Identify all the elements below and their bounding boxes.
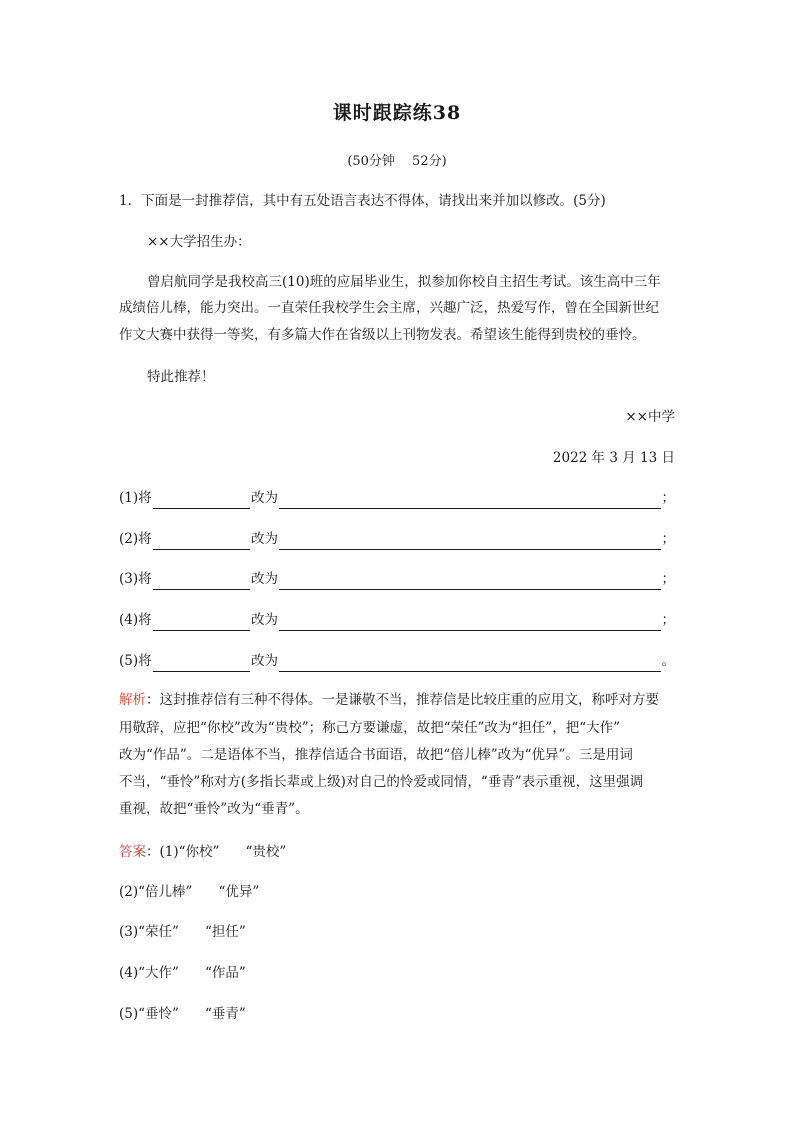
blank-row [119, 568, 675, 590]
blank-number: (5)将 [119, 653, 152, 669]
answer-item-3: (3)“荣任” “担任” [119, 924, 246, 940]
blank-row [119, 487, 675, 509]
question-prompt: 1．下面是一封推荐信，其中有五处语言表达不得体，请找出来并加以修改。(5分) [119, 193, 606, 209]
blank-original-line[interactable] [153, 493, 250, 509]
blank-number: (4)将 [119, 612, 152, 628]
letter-signature: ××中学 [625, 409, 675, 425]
blank-revised-line[interactable] [279, 534, 661, 550]
letter-date: 2022 年 3 月 13 日 [552, 450, 675, 466]
blank-number: (3)将 [119, 571, 152, 587]
analysis-line-4: 不当，“垂怜”称对方(多指长辈或上级)对自己的怜爱或同情，“垂青”表示重视，这里强调 [119, 774, 644, 790]
analysis-line-1: 解析：这封推荐信有三种不得体。一是谦敬不当，推荐信是比较庄重的应用文，称呼对方要 [119, 692, 659, 708]
blank-row [119, 609, 675, 631]
analysis-line-2: 用敬辞，应把“你校”改为“贵校”；称己方要谦虚，故把“荣任”改为“担任”，把“大作” [119, 720, 621, 736]
analysis-line-3: 改为“作品”。二是语体不当，推荐信适合书面语，故把“倍儿棒”改为“优异”。三是用词 [119, 747, 633, 763]
blank-original-line[interactable] [153, 574, 250, 590]
time-score-info: (50分钟 52分) [347, 154, 447, 169]
answer-item-4: (4)“大作” “作品” [119, 965, 246, 981]
blank-change-label: 改为 [250, 653, 278, 669]
blank-original-line[interactable] [153, 656, 250, 672]
blank-punctuation: ； [661, 531, 675, 547]
blank-row [119, 528, 675, 550]
analysis-line-5: 重视，故把“垂怜”改为“垂青”。 [119, 801, 309, 817]
letter-closing: 特此推荐！ [147, 369, 215, 385]
answer-item-2: (2)“倍儿棒” “优异” [119, 884, 260, 900]
answer-item-5: (5)“垂怜” “垂青” [119, 1006, 246, 1022]
blank-revised-line[interactable] [279, 615, 661, 631]
analysis-label: 解析 [119, 692, 146, 708]
letter-body-line-1: 曾启航同学是我校高三(10)班的应届毕业生，拟参加你校自主招生考试。该生高中三年 [147, 274, 661, 290]
letter-body-line-3: 作文大赛中获得一等奖，有多篇大作在省级以上刊物发表。希望该生能得到贵校的垂怜。 [119, 327, 646, 343]
blank-change-label: 改为 [250, 490, 278, 506]
blank-revised-line[interactable] [279, 656, 661, 672]
letter-salutation: ××大学招生办： [147, 234, 251, 250]
blank-original-line[interactable] [153, 534, 250, 550]
blank-revised-line[interactable] [279, 493, 661, 509]
blank-number: (1)将 [119, 490, 152, 506]
blank-change-label: 改为 [250, 612, 278, 628]
blank-punctuation: 。 [661, 653, 675, 669]
page-title: 课时跟踪练38 [332, 102, 462, 124]
blank-row [119, 650, 675, 672]
answer-label: 答案 [119, 844, 146, 860]
letter-body-line-2: 成绩倍儿棒，能力突出。一直荣任我校学生会主席，兴趣广泛，热爱写作，曾在全国新世纪 [119, 300, 659, 316]
blank-revised-line[interactable] [279, 574, 661, 590]
blank-change-label: 改为 [250, 571, 278, 587]
blank-change-label: 改为 [250, 531, 278, 547]
blank-punctuation: ； [661, 571, 675, 587]
blank-punctuation: ； [661, 490, 675, 506]
answer-item-1: 答案：(1)“你校” “贵校” [119, 844, 287, 860]
blank-original-line[interactable] [153, 615, 250, 631]
blank-punctuation: ； [661, 612, 675, 628]
blank-number: (2)将 [119, 531, 152, 547]
